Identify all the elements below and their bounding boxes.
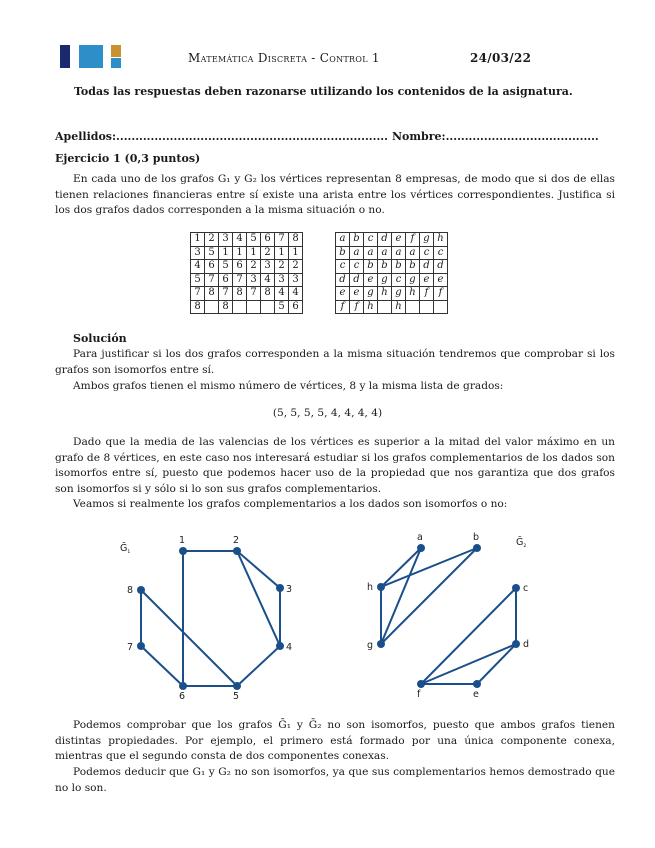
g2-table-cell [406,300,420,314]
solution-p6: Podemos deducir que G₁ y G₂ no son isomorfos, ya que sus complementarios hemos demostrado que no lo son. [55,766,615,794]
complement-graphs-figure [0,520,655,705]
g2-table-cell [378,300,392,314]
g1-table-header-cell: 8 [289,233,303,247]
g1-table-cell: 1 [289,246,303,260]
g2-table-cell: h [406,287,420,301]
edge-a-g [381,548,421,644]
solution-p5: Podemos comprobar que los grafos Ḡ₁ y Ḡ₂ no son isomorfos, puesto que ambos grafos tienen distintas propiedades. Por ejemplo, el primero está formado por una única componente conexa, mientras que el segundo consta de dos componentes conexas. [55,719,615,762]
g1-table-header-cell: 2 [205,233,219,247]
g1-table-header-cell: 1 [191,233,205,247]
g2-table-cell: e [336,287,350,301]
edge-d-e [477,644,516,684]
g2-table-header-cell: b [350,233,364,247]
nombre-line: Nombre:........................................ [392,130,599,143]
g1-table-cell: 7 [247,287,261,301]
edge-8-5 [141,590,237,686]
node-h [377,583,385,591]
g2-table-header-cell: h [434,233,448,247]
g2-table-header-cell: e [392,233,406,247]
g2-table-cell: d [434,260,448,274]
g2-table-header-cell: f [406,233,420,247]
g2-table-cell: h [364,300,378,314]
g1-table-cell: 6 [289,300,303,314]
g2-table-cell: f [350,300,364,314]
node-label-d: d [523,639,530,650]
node-1 [179,547,187,555]
g1-table-cell: 5 [191,273,205,287]
g1-table-cell: 8 [219,300,233,314]
g2-table-cell: c [336,260,350,274]
node-label-g: g [367,640,374,651]
g1-table-header-cell: 5 [247,233,261,247]
g2-table-cell: a [392,246,406,260]
g2-table-cell: f [420,287,434,301]
g2-table-cell: c [392,273,406,287]
g1-table-cell: 6 [233,260,247,274]
g1-table-cell: 2 [247,260,261,274]
node-label-6: 6 [179,691,186,702]
g1-table-cell: 8 [261,287,275,301]
g2-table-cell: b [336,246,350,260]
degree-sequence: (5, 5, 5, 5, 4, 4, 4, 4) [272,407,383,419]
edge-7-6 [141,646,183,686]
g2-table-cell: h [392,300,406,314]
g2-table-cell: a [378,246,392,260]
course-title: Matemática Discreta - Control 1 [188,51,380,65]
node-label-4: 4 [286,642,293,653]
g2-table-cell: e [434,273,448,287]
g1-table-cell: 2 [261,246,275,260]
g1-table-cell: 4 [261,273,275,287]
g1-table-cell: 2 [275,260,289,274]
g2-table-cell: h [378,287,392,301]
g1-table-cell: 4 [275,287,289,301]
logo-block-dark [60,45,70,68]
node-label-c: c [523,583,529,594]
g1-table-cell: 8 [191,300,205,314]
g2-table-header-cell: a [336,233,350,247]
g1-table-cell: 5 [275,300,289,314]
g2-table-cell: d [420,260,434,274]
graph-g1-complement [120,535,292,702]
g2-table-header-cell: d [378,233,392,247]
g2-table-cell: g [392,287,406,301]
g1-table-cell: 3 [261,260,275,274]
solution-p4: Veamos si realmente los grafos complementarios a los dados son isomorfos o no: [73,498,508,510]
g2-table-cell: c [420,246,434,260]
node-label-b: b [473,532,480,543]
g2-table-cell [420,300,434,314]
edge-2-4 [237,551,280,646]
g2-table-cell: g [364,287,378,301]
node-label-7: 7 [127,642,134,653]
node-label-5: 5 [233,691,240,702]
node-c [512,584,520,592]
g2-table-cell: e [364,273,378,287]
solution-title: Solución [73,332,127,345]
g2-table-header-cell: c [364,233,378,247]
g2-table-cell: g [378,273,392,287]
g2-table-header-cell: g [420,233,434,247]
solution-p3: Dado que la media de las valencias de los vértices es superior a la mitad del valor máximo en un grafo de 8 vértices, en este caso nos interesará estudiar si los grafos complementarios de los dados son isomorfos entre sí, puesto que podemos hacer uso de la propiedad que nos garantiza que dos grafos son isomorfos si y sólo si lo son sus grafos complementarios. [55,436,615,495]
g2-table-cell: c [434,246,448,260]
g1-table-cell: 7 [219,287,233,301]
adjacency-table-g2 [335,232,448,314]
node-label-a: a [417,532,423,543]
apellidos-line: Apellidos:....................................................................... [55,130,388,143]
solution-p1: Para justificar si los dos grafos corresponden a la misma situación tendremos que comprobar si los grafos son isomorfos entre sí. [55,348,615,376]
node-d [512,640,520,648]
node-label-3: 3 [286,584,293,595]
g2-table-cell: e [420,273,434,287]
g2-table-cell: a [406,246,420,260]
g1-table-cell: 1 [275,246,289,260]
g1-table-header-cell: 7 [275,233,289,247]
node-label-2: 2 [233,535,240,546]
g1-table-cell: 3 [289,273,303,287]
logo-block-blue [79,45,103,68]
instruction: Todas las respuestas deben razonarse utilizando los contenidos de la asignatura. [74,85,573,98]
node-label-f: f [417,689,421,700]
node-3 [276,584,284,592]
node-label-h: h [367,582,374,593]
g2-table-cell: a [350,246,364,260]
g2-table-cell [434,300,448,314]
g1-table-cell: 1 [233,246,247,260]
edge-c-f [421,588,516,684]
node-label-1: 1 [179,535,186,546]
g2-table-cell: g [406,273,420,287]
node-label-8: 8 [127,585,134,596]
node-g [377,640,385,648]
logo-block-gold-top [111,45,121,57]
edge-b-h [381,548,477,587]
g1-table-cell: 7 [233,273,247,287]
exercise-title: Ejercicio 1 (0,3 puntos) [55,152,201,165]
graph-g2-complement [367,532,529,700]
g1-table-cell: 8 [205,287,219,301]
g2-table-cell: f [336,300,350,314]
g1-table-cell: 2 [289,260,303,274]
g2-table-cell: b [364,260,378,274]
node-4 [276,642,284,650]
g2-table-cell: b [406,260,420,274]
node-8 [137,586,145,594]
node-f [417,680,425,688]
g1-table-cell: 5 [205,246,219,260]
g1-table-cell: 6 [219,273,233,287]
g2-table-cell: b [378,260,392,274]
g1-table-cell: 3 [247,273,261,287]
edge-d-f [421,644,516,684]
g2-table-cell: e [350,287,364,301]
g1-table-cell: 8 [233,287,247,301]
g2-table-cell: a [364,246,378,260]
node-7 [137,642,145,650]
exercise-statement: En cada uno de los grafos G₁ y G₂ los vértices representan 8 empresas, de modo que si dos de ellas tienen relaciones financieras entre sí existe una arista entre los vértices correspondientes. Justifica si los dos grafos dados corresponden a la misma situación o no. [55,173,615,216]
g1-table-cell: 4 [289,287,303,301]
node-e [473,680,481,688]
g1-table-header-cell: 6 [261,233,275,247]
g1-table-cell: 1 [247,246,261,260]
g1-table-cell: 6 [205,260,219,274]
g1-table-cell [233,300,247,314]
g1-table-cell [205,300,219,314]
g2-table-cell: d [336,273,350,287]
g2-table-cell: c [350,260,364,274]
edge-2-3 [237,551,280,588]
graph2-label: Ḡ$_{_2}$ [516,537,527,549]
g1-table-cell: 3 [275,273,289,287]
g1-table-cell: 7 [191,287,205,301]
edge-b-g [381,548,477,644]
g1-table-cell [261,300,275,314]
graph1-label: Ḡ$_{_1}$ [120,543,131,555]
g1-table-header-cell: 3 [219,233,233,247]
g1-table-cell: 1 [219,246,233,260]
node-b [473,544,481,552]
g1-table-cell: 4 [191,260,205,274]
adjacency-table-g1 [190,232,303,314]
node-label-e: e [473,689,479,700]
node-2 [233,547,241,555]
g2-table-cell: b [392,260,406,274]
g1-table-cell [247,300,261,314]
g2-table-cell: f [434,287,448,301]
g1-table-cell: 7 [205,273,219,287]
node-5 [233,682,241,690]
g1-table-cell: 5 [219,260,233,274]
exam-date: 24/03/22 [470,51,532,65]
edge-a-h [381,548,421,587]
node-a [417,544,425,552]
solution-p2: Ambos grafos tienen el mismo número de vértices, 8 y la misma lista de grados: [73,380,504,392]
g2-table-cell: d [350,273,364,287]
node-6 [179,682,187,690]
logo-block-blue-bottom [111,58,121,68]
edge-4-5 [237,646,280,686]
g1-table-cell: 3 [191,246,205,260]
g1-table-header-cell: 4 [233,233,247,247]
